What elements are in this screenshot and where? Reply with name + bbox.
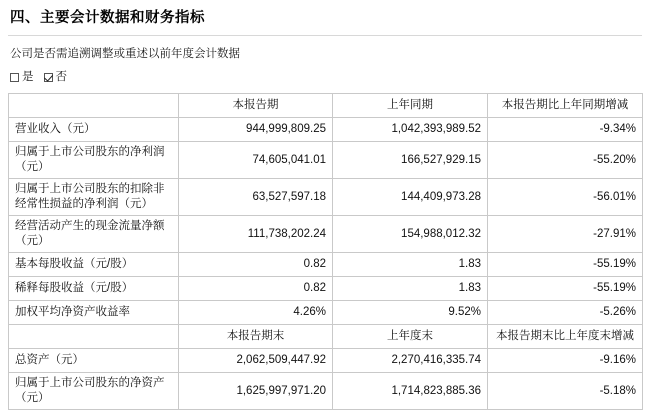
row-current-value: 2,062,509,447.92 (179, 349, 333, 373)
table-row (9, 216, 643, 253)
row-previous-value: 2,270,416,335.74 (333, 349, 488, 373)
row-current-value: 74,605,041.01 (179, 142, 333, 179)
row-label: 归属于上市公司股东的净资产（元） (9, 373, 179, 410)
row-current-value: 111,738,202.24 (179, 216, 333, 253)
table-row (9, 179, 643, 216)
title-divider (8, 35, 642, 36)
retrospective-adjustment-note: 公司是否需追溯调整或重述以前年度会计数据 (10, 48, 240, 60)
table-row (9, 349, 643, 373)
table-row (9, 253, 643, 277)
table-row (9, 373, 643, 410)
financial-summary-table (8, 93, 643, 410)
row-current-value: 944,999,809.25 (179, 118, 333, 142)
option-yes[interactable] (10, 69, 34, 85)
header-cell-blank (9, 325, 179, 349)
row-previous-value: 166,527,929.15 (333, 142, 488, 179)
row-change-value: -5.26% (488, 301, 643, 325)
header-cell-blank (9, 94, 179, 118)
row-change-value: -56.01% (488, 179, 643, 216)
row-change-value: -55.20% (488, 142, 643, 179)
table-row (9, 118, 643, 142)
row-label: 归属于上市公司股东的净利润（元） (9, 142, 179, 179)
row-label: 稀释每股收益（元/股） (9, 277, 179, 301)
row-previous-value: 1,714,823,885.36 (333, 373, 488, 410)
header-cell-prior-period: 上年同期 (333, 94, 488, 118)
option-no-label: 否 (55, 71, 67, 83)
row-change-value: -9.34% (488, 118, 643, 142)
row-change-value: -27.91% (488, 216, 643, 253)
row-change-value: -55.19% (488, 253, 643, 277)
row-current-value: 0.82 (179, 277, 333, 301)
row-previous-value: 1.83 (333, 253, 488, 277)
row-previous-value: 9.52% (333, 301, 488, 325)
row-previous-value: 1.83 (333, 277, 488, 301)
row-current-value: 0.82 (179, 253, 333, 277)
table-row (9, 277, 643, 301)
row-label: 基本每股收益（元/股） (9, 253, 179, 277)
table-row (9, 142, 643, 179)
table-header-row-endbal (9, 325, 643, 349)
checkbox-checked-icon[interactable] (44, 73, 53, 82)
table-row (9, 301, 643, 325)
row-label: 总资产（元） (9, 349, 179, 373)
option-no[interactable] (44, 69, 68, 85)
row-label: 加权平均净资产收益率 (9, 301, 179, 325)
row-previous-value: 144,409,973.28 (333, 179, 488, 216)
row-current-value: 1,625,997,971.20 (179, 373, 333, 410)
page-title: 四、主要会计数据和财务指标 (10, 10, 205, 26)
header-cell-period-change: 本报告期比上年同期增减 (488, 94, 643, 118)
header-cell-prior-year-end: 上年度末 (333, 325, 488, 349)
header-cell-current-period-end: 本报告期末 (179, 325, 333, 349)
row-change-value: -5.18% (488, 373, 643, 410)
table-header-row-period (9, 94, 643, 118)
row-label: 经营活动产生的现金流量净额（元） (9, 216, 179, 253)
checkbox-unchecked-icon[interactable] (10, 73, 19, 82)
header-cell-endbal-change: 本报告期末比上年度末增减 (488, 325, 643, 349)
row-current-value: 4.26% (179, 301, 333, 325)
row-label: 营业收入（元） (9, 118, 179, 142)
row-previous-value: 1,042,393,989.52 (333, 118, 488, 142)
row-change-value: -9.16% (488, 349, 643, 373)
row-current-value: 63,527,597.18 (179, 179, 333, 216)
row-label: 归属于上市公司股东的扣除非经常性损益的净利润（元） (9, 179, 179, 216)
retrospective-adjustment-options (10, 69, 642, 85)
row-previous-value: 154,988,012.32 (333, 216, 488, 253)
row-change-value: -55.19% (488, 277, 643, 301)
header-cell-current-period: 本报告期 (179, 94, 333, 118)
option-yes-label: 是 (22, 71, 34, 83)
